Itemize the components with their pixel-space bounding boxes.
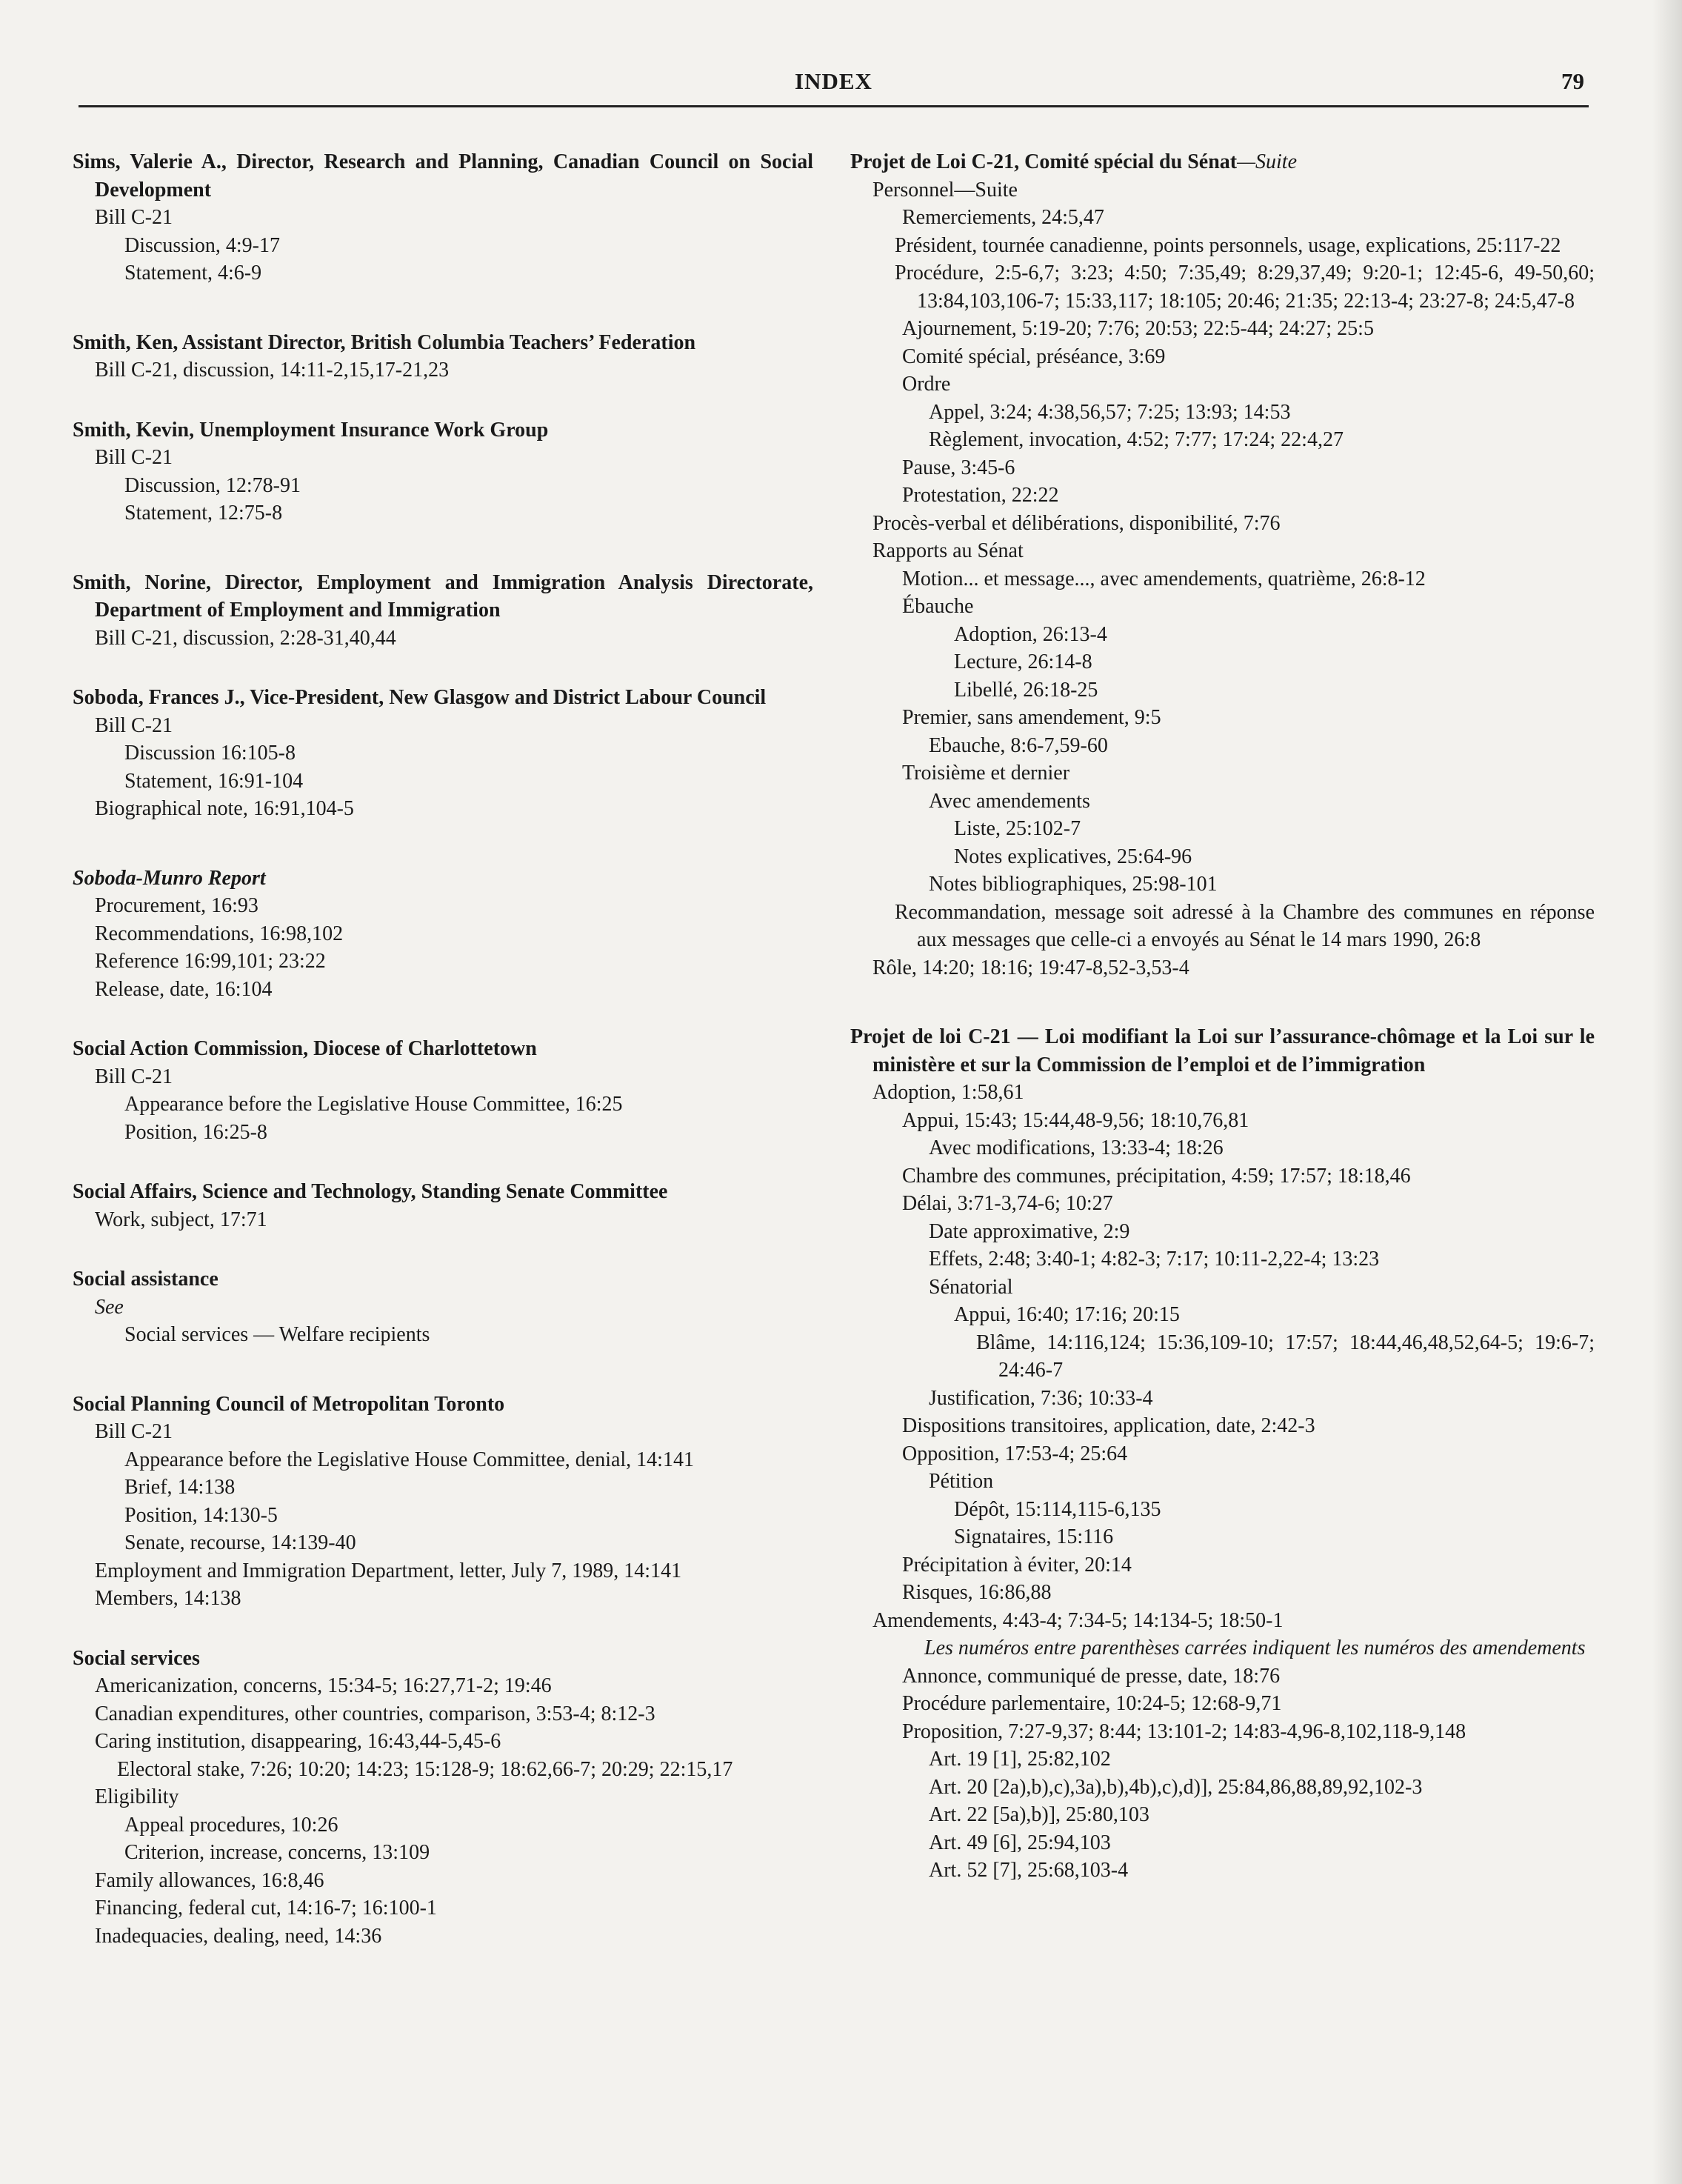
index-subentry: Appearance before the Legislative House Committee, 16:25	[124, 1093, 623, 1116]
index-heading: Smith, Norine, Director, Employment and Immigration Analysis Directorate, Department of Employment and Immigration	[73, 570, 813, 622]
index-subentry: Caring institution, disappearing, 16:43,44-5,45-6	[95, 1730, 501, 1753]
index-subentry: Art. 19 [1], 25:82,102	[929, 1748, 1111, 1771]
index-subentry: Discussion, 12:78-91	[124, 473, 301, 497]
index-subentry: Position, 14:130-5	[124, 1503, 278, 1527]
index-subentry: Discussion 16:105-8	[124, 742, 296, 765]
index-heading: Social assistance	[73, 1268, 218, 1291]
index-subentry: Ébauche	[902, 595, 974, 618]
index-subentry: Eligibility	[95, 1785, 179, 1808]
index-subentry: Ebauche, 8:6-7,59-60	[929, 733, 1108, 757]
index-heading: Sims, Valerie A., Director, Research and Planning, Canadian Council on Social Development	[73, 150, 813, 202]
index-subentry: Ordre	[902, 373, 951, 396]
index-subentry: Recommendations, 16:98,102	[95, 922, 344, 945]
index-subentry: Motion... et message..., avec amendements, quatrième, 26:8-12	[902, 567, 1426, 590]
index-heading-suffix: —Suite	[1237, 150, 1297, 173]
index-subentry: Work, subject, 17:71	[95, 1208, 267, 1231]
index-subentry: Americanization, concerns, 15:34-5; 16:27,71-2; 19:46	[95, 1674, 552, 1697]
index-subentry: Sénatorial	[929, 1275, 1013, 1299]
index-subentry: Avec modifications, 13:33-4; 18:26	[929, 1136, 1224, 1159]
index-heading: Social Affairs, Science and Technology, Standing Senate Committee	[73, 1180, 668, 1203]
index-heading	[850, 148, 1595, 176]
index-column-right	[850, 148, 1595, 1885]
index-subentry: Position, 16:25-8	[124, 1120, 267, 1144]
index-subentry: Procédure parlementaire, 10:24-5; 12:68-9,71	[902, 1692, 1282, 1715]
index-subentry: Premier, sans amendement, 9:5	[902, 706, 1161, 729]
index-subentry: Libellé, 26:18-25	[954, 678, 1098, 702]
index-subentry: Art. 22 [5a),b)], 25:80,103	[929, 1803, 1149, 1826]
index-note: Les numéros entre parenthèses carrées indiquent les numéros des amendements	[924, 1637, 1586, 1659]
index-subentry: Annonce, communiqué de presse, date, 18:76	[902, 1664, 1281, 1688]
index-subentry: Employment and Immigration Department, letter, July 7, 1989, 14:141	[95, 1559, 682, 1582]
index-subentry: Rôle, 14:20; 18:16; 19:47-8,52-3,53-4	[872, 956, 1189, 979]
index-subentry: Discussion, 4:9-17	[124, 233, 280, 257]
index-subentry: Appui, 15:43; 15:44,48-9,56; 18:10,76,81	[902, 1108, 1249, 1132]
index-subentry: Pause, 3:45-6	[902, 456, 1015, 479]
page-edge-shadow	[1652, 0, 1682, 2184]
index-subentry: Liste, 25:102-7	[954, 817, 1081, 840]
index-subentry: Rapports au Sénat	[872, 539, 1024, 562]
index-subentry: Electoral stake, 7:26; 10:20; 14:23; 15:128-9; 18:62,66-7; 20:29; 22:15,17	[117, 1757, 733, 1781]
index-subentry: Chambre des communes, précipitation, 4:59; 17:57; 18:18,46	[902, 1164, 1411, 1188]
index-subentry: Bill C-21	[95, 1420, 173, 1443]
index-subentry: Précipitation à éviter, 20:14	[902, 1553, 1132, 1577]
index-heading: Social Action Commission, Diocese of Charlottetown	[73, 1037, 537, 1060]
index-subentry: Senate, recourse, 14:139-40	[124, 1531, 356, 1554]
index-subentry: Financing, federal cut, 14:16-7; 16:100-1	[95, 1897, 437, 1920]
index-heading: Smith, Kevin, Unemployment Insurance Work Group	[73, 418, 549, 442]
index-subentry: Appearance before the Legislative House Committee, denial, 14:141	[124, 1448, 694, 1471]
index-subentry: Criterion, increase, concerns, 13:109	[124, 1841, 430, 1864]
page-header	[79, 68, 1589, 107]
index-subentry: Règlement, invocation, 4:52; 7:77; 17:24; 22:4,27	[929, 428, 1344, 451]
index-subentry: Adoption, 26:13-4	[954, 622, 1107, 646]
index-subentry: Ajournement, 5:19-20; 7:76; 20:53; 22:5-44; 24:27; 25:5	[902, 317, 1374, 340]
index-subentry: Signataires, 15:116	[954, 1525, 1114, 1548]
index-subentry: Statement, 4:6-9	[124, 262, 262, 284]
index-subentry: Bill C-21	[95, 206, 173, 229]
see-reference-label: See	[95, 1295, 124, 1319]
index-subentry: Délai, 3:71-3,74-6; 10:27	[902, 1192, 1113, 1215]
index-subentry: Président, tournée canadienne, points personnels, usage, explications, 25:117-22	[895, 233, 1561, 257]
index-heading: Projet de loi C-21 — Loi modifiant la Loi sur l’assurance-chômage et la Loi sur le ministère et sur la Commission de l’emploi et de l’immigration	[850, 1025, 1595, 1076]
index-subentry: Appel, 3:24; 4:38,56,57; 7:25; 13:93; 14:53	[929, 400, 1291, 424]
index-subentry: Notes explicatives, 25:64-96	[954, 845, 1192, 868]
index-subentry: Blâme, 14:116,124; 15:36,109-10; 17:57; 18:44,46,48,52,64-5; 19:6-7; 24:46-7	[976, 1331, 1595, 1382]
index-subentry: Bill C-21	[95, 446, 173, 469]
index-subentry: Amendements, 4:43-4; 7:34-5; 14:134-5; 18:50-1	[872, 1608, 1284, 1632]
index-subentry: Proposition, 7:27-9,37; 8:44; 13:101-2; 14:83-4,96-8,102,118-9,148	[902, 1719, 1466, 1743]
index-subentry: Avec amendements	[929, 789, 1090, 813]
page-title: INDEX	[795, 68, 872, 94]
index-subentry: Opposition, 17:53-4; 25:64	[902, 1442, 1128, 1465]
index-subentry: Statement, 12:75-8	[124, 502, 283, 525]
index-subentry: Bill C-21, discussion, 14:11-2,15,17-21,23	[95, 359, 450, 382]
page-number: 79	[1561, 68, 1584, 94]
index-subentry: Pétition	[929, 1470, 994, 1493]
index-subentry: Bill C-21	[95, 1065, 173, 1088]
index-subentry: Date approximative, 2:9	[929, 1219, 1130, 1243]
index-subentry: Brief, 14:138	[124, 1476, 236, 1499]
index-subentry: Art. 49 [6], 25:94,103	[929, 1831, 1111, 1854]
index-heading: Social Planning Council of Metropolitan Toronto	[73, 1392, 505, 1416]
index-subentry: Procurement, 16:93	[95, 894, 258, 917]
index-subentry: Risques, 16:86,88	[902, 1581, 1052, 1604]
index-heading-text: Projet de Loi C-21, Comité spécial du Sénat	[850, 150, 1238, 173]
index-subentry: Members, 14:138	[95, 1587, 241, 1610]
index-subentry: Release, date, 16:104	[95, 977, 273, 1001]
index-subentry: Dépôt, 15:114,115-6,135	[954, 1497, 1161, 1521]
index-subentry: Justification, 7:36; 10:33-4	[929, 1386, 1153, 1410]
index-subentry: Effets, 2:48; 3:40-1; 4:82-3; 7:17; 10:11-2,22-4; 13:23	[929, 1248, 1380, 1271]
index-heading: Smith, Ken, Assistant Director, British Columbia Teachers’ Federation	[73, 330, 696, 354]
index-subentry: Procédure, 2:5-6,7; 3:23; 4:50; 7:35,49; 8:29,37,49; 9:20-1; 12:45-6, 49-50,60; 13:84,103,106-7; 15:33,117; 18:105; 20:46; 21:35; 22:13-4; 23:27-8; 24:5,47-8	[895, 262, 1595, 313]
index-subentry: Lecture, 26:14-8	[954, 650, 1092, 673]
index-cross-reference: Social services — Welfare recipients	[124, 1323, 430, 1346]
index-subentry: Statement, 16:91-104	[124, 769, 304, 793]
index-subentry: Inadequacies, dealing, need, 14:36	[95, 1924, 382, 1948]
index-subentry: Comité spécial, préséance, 3:69	[902, 344, 1166, 368]
index-subentry: Biographical note, 16:91,104-5	[95, 797, 354, 820]
index-subentry: Adoption, 1:58,61	[872, 1081, 1024, 1104]
index-subentry: Bill C-21	[95, 713, 173, 737]
index-column-left	[73, 148, 813, 1950]
index-heading: Social services	[73, 1646, 200, 1670]
index-subentry: Notes bibliographiques, 25:98-101	[929, 873, 1218, 896]
index-subentry: Appui, 16:40; 17:16; 20:15	[954, 1303, 1180, 1326]
index-subentry: Troisième et dernier	[902, 762, 1070, 785]
index-heading: Soboda, Frances J., Vice-President, New Glasgow and District Labour Council	[73, 686, 767, 709]
index-subentry: Recommandation, message soit adressé à la Chambre des communes en réponse aux messages que celle-ci a envoyés au Sénat le 14 mars 1990, 26:8	[895, 900, 1595, 951]
index-subentry: Art. 52 [7], 25:68,103-4	[929, 1859, 1129, 1882]
index-subentry: Family allowances, 16:8,46	[95, 1868, 324, 1892]
index-subentry: Appeal procedures, 10:26	[124, 1813, 338, 1837]
index-subentry: Personnel—Suite	[872, 178, 1018, 202]
index-subentry: Protestation, 22:22	[902, 484, 1059, 507]
index-subentry: Procès-verbal et délibérations, disponibilité, 7:76	[872, 511, 1281, 535]
index-subentry: Dispositions transitoires, application, date, 2:42-3	[902, 1414, 1315, 1437]
index-subentry: Reference 16:99,101; 23:22	[95, 950, 326, 973]
index-subentry: Canadian expenditures, other countries, comparison, 3:53-4; 8:12-3	[95, 1702, 655, 1725]
index-subentry: Bill C-21, discussion, 2:28-31,40,44	[95, 626, 396, 650]
index-heading: Soboda-Munro Report	[73, 866, 266, 890]
index-subentry: Remerciements, 24:5,47	[902, 206, 1104, 229]
index-subentry: Art. 20 [2a),b),c),3a),b),4b),c),d)], 25:84,86,88,89,92,102-3	[929, 1775, 1423, 1799]
